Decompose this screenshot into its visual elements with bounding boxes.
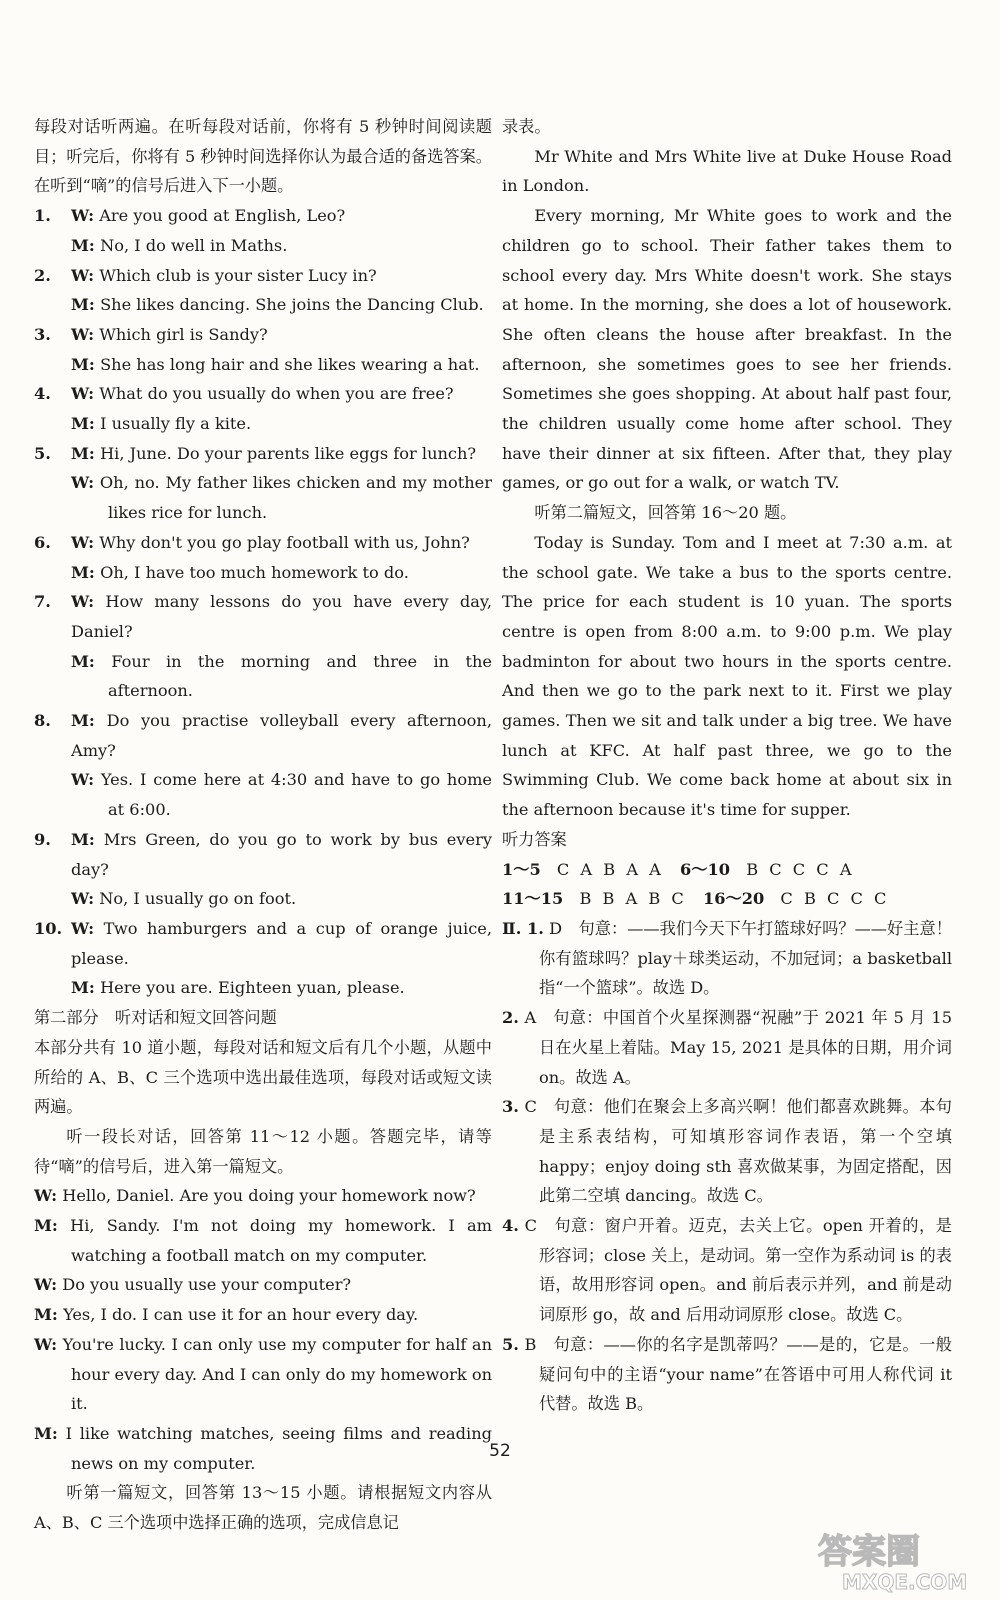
dialog-question-4: 4. W: What do you usually do when you are free? [34,384,454,404]
dialog-reply-10: M: Here you are. Eighteen yuan, please. [71,978,405,998]
section-instruction: 本部分共有 10 道小题，每段对话和短文后有几个小题，从题中所给的 A、B、C 三个选项中选出最佳选项，每段对话或短文读两遍。 [34,1037,492,1117]
dialog-reply-4: M: I usually fly a kite. [71,414,252,434]
explanation-3: 3. C 句意：他们在聚会上多高兴啊！他们都喜欢跳舞。本句是主系表结构，可知填形容词作表语，第一个空填 happy；enjoy doing sth 喜欢做某事，为固定搭配，因此第二空填 dancing。故选 C。 [502,1097,952,1206]
dialog-reply-5: W: Oh, no. My father likes chicken and my mother likes rice for lunch. [71,473,492,523]
long-dialog-line: W: You're lucky. I can only use my computer for half an hour every day. And I can only do my homework on it. [34,1334,492,1414]
section-heading: 第二部分 听对话和短文回答问题 [34,1008,277,1028]
long-dialog-instruction: 听一段长对话，回答第 11～12 小题。答题完毕，请等待“嘀”的信号后，进入第一篇短文。 [34,1126,492,1176]
page-number: 52 [489,1441,511,1461]
dialog-question-6: 6. W: Why don't you go play football with us, John? [34,532,470,552]
passage-1-paragraph: Mr White and Mrs White live at Duke House Road in London. [502,146,952,196]
instruction-continuation: 录表。 [502,117,551,136]
long-dialog-line: M: Hi, Sandy. I'm not doing my homework. I am watching a football match on my computer. [34,1216,492,1265]
dialog-question-5: 5. M: Hi, June. Do your parents like eggs for lunch? [34,443,477,463]
dialog-question-2: 2. W: Which club is your sister Lucy in? [34,265,377,285]
dialog-reply-8: W: Yes. I come here at 4:30 and have to go home at 6:00. [71,770,492,820]
long-dialog-line: M: I like watching matches, seeing films and reading news on my computer. [34,1423,492,1473]
dialog-reply-2: M: She likes dancing. She joins the Dancing Club. [71,295,484,315]
dialog-reply-9: W: No, I usually go on foot. [71,889,297,909]
answer-heading: 听力答案 [502,829,567,849]
passage-2-instruction: 听第二篇短文，回答第 16～20 题。 [534,503,797,523]
right-column [502,112,952,1419]
explanation-1: Ⅱ. 1. D 句意：——我们今天下午打篮球好吗？——好主意！你有篮球吗？play＋球类运动，不加冠词；a basketball 指“一个篮球”。故选 D。 [502,918,952,998]
answer-row: 1～5 C A B A A 6～10 B C C C A [502,859,855,879]
long-dialog-line: W: Do you usually use your computer? [34,1275,352,1295]
dialog-question-10: 10. W: Two hamburgers and a cup of orange juice, please. [34,918,492,968]
dialog-reply-7: M: Four in the morning and three in the afternoon. [71,651,492,701]
instruction-text: 每段对话听两遍。在听每段对话前，你将有 5 秒钟时间阅读题目；听完后，你将有 5 秒钟时间选择你认为最合适的备选答案。在听到“嘀”的信号后进入下一小题。 [34,117,492,196]
long-dialog-line: W: Hello, Daniel. Are you doing your homework now? [34,1186,476,1206]
long-dialog-line: M: Yes, I do. I can use it for an hour every day. [34,1305,419,1325]
watermark-logo [812,1525,992,1595]
answer-row: 11～15 B B A B C 16～20 C B C C C [502,889,890,909]
dialog-question-9: 9. M: Mrs Green, do you go to work by bus every day? [34,829,492,879]
dialog-question-3: 3. W: Which girl is Sandy? [34,324,268,344]
dialog-question-1: 1. W: Are you good at English, Leo? [34,206,346,226]
dialog-reply-6: M: Oh, I have too much homework to do. [71,562,409,582]
watermark-domain: MXQE.COM [842,1570,968,1594]
left-column [34,112,492,1538]
explanation-4: 4. C 句意：窗户开着。迈克，去关上它。open 开着的，是形容词；close 关上，是动词。第一空作为系动词 is 的表语，故用形容词 open。and 前后表示并列，and 前是动词原形 go，故 and 后用动词原形 close。故选 C。 [502,1216,952,1325]
passage-1-paragraph: Every morning, Mr White goes to work and the children go to school. Their father takes them to school every day. Mrs White doesn't work. She stays at home. In the morning, she does a lot of housework. She often cleans the house after breakfast. In the afternoon, she sometimes goes to see her friends. Sometimes she goes shopping. At about half past four, the children usually come home after school. They have their dinner at six fifteen. After that, they play games, or go out for a walk, or watch TV. [502,206,952,493]
explanation-2: 2. A 句意：中国首个火星探测器“祝融”于 2021 年 5 月 15 日在火星上着陆。May 15, 2021 是具体的日期，用介词 on。故选 A。 [502,1008,952,1087]
dialog-question-8: 8. M: Do you practise volleyball every afternoon, Amy? [34,711,492,760]
watermark-text: 答案圈 [818,1532,920,1572]
dialog-reply-3: M: She has long hair and she likes wearing a hat. [71,354,480,374]
passage-2-paragraph: Today is Sunday. Tom and I meet at 7:30 a.m. at the school gate. We take a bus to the sports centre. The price for each student is 10 yuan. The sports centre is open from 8:00 a.m. to 9:00 p.m. We play badminton for about two hours in the sports centre. And then we go to the park next to it. First we play games. Then we sit and talk under a big tree. We have lunch at KFC. At half past three, we go to the Swimming Club. We come back home at about six in the afternoon because it's time for supper. [502,532,952,820]
dialog-reply-1: M: No, I do well in Maths. [71,235,288,255]
explanation-5: 5. B 句意：——你的名字是凯蒂吗？——是的，它是。一般疑问句中的主语“your name”在答语中可用人称代词 it 代替。故选 B。 [502,1334,952,1414]
dialog-question-7: 7. W: How many lessons do you have every day, Daniel? [34,592,492,641]
passage-1-instruction: 听第一篇短文，回答第 13～15 小题。请根据短文内容从 A、B、C 三个选项中选择正确的选项，完成信息记 [34,1483,492,1533]
